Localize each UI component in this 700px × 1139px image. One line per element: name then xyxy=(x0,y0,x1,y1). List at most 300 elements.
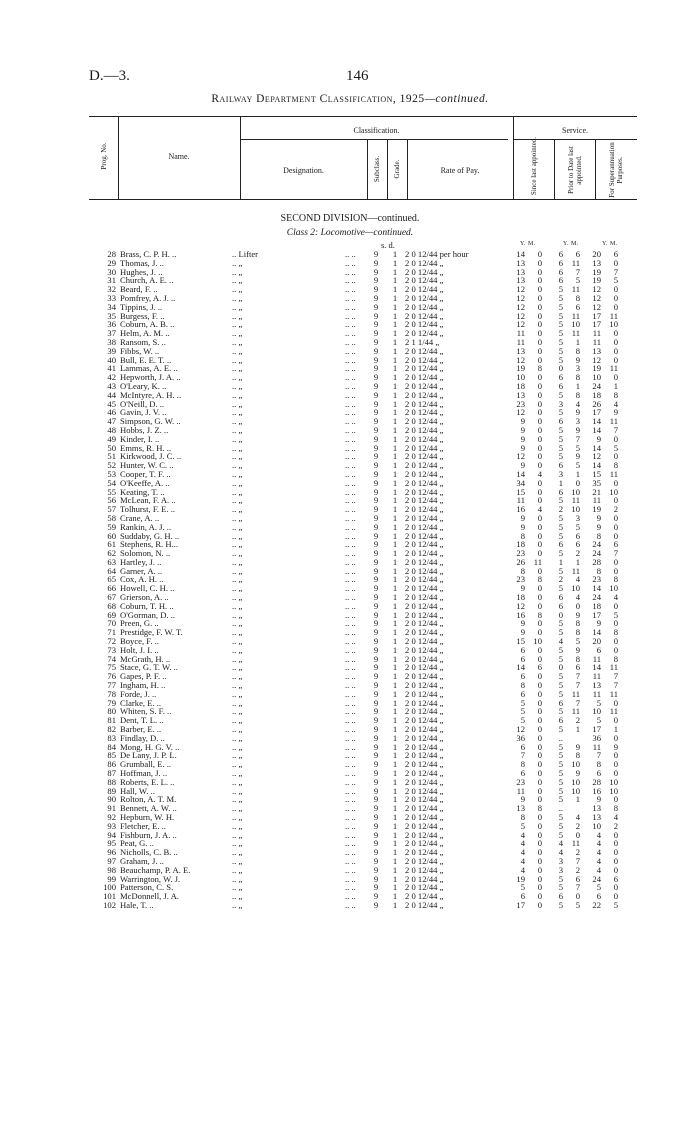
name-cell: Brass, C. P. H. .. xyxy=(120,249,177,259)
since-y-cell: 9 xyxy=(520,416,525,427)
prior-y-cell: 6 xyxy=(558,416,563,427)
prog-no-cell: 95 xyxy=(107,838,116,849)
prior-y-cell: 6 xyxy=(558,372,563,383)
subclass-cell: 9 xyxy=(373,521,379,532)
prog-no-cell: 59 xyxy=(107,521,116,532)
super-m-cell: 0 xyxy=(613,512,618,523)
leader-cell: .. .. xyxy=(345,319,356,330)
table-row xyxy=(98,831,623,840)
prior-m-cell: 7 xyxy=(575,671,580,682)
super-m-cell: 0 xyxy=(613,768,618,779)
table-row xyxy=(98,479,623,488)
grade-cell: 1 xyxy=(392,741,398,752)
grade-cell: 1 xyxy=(392,521,398,532)
leader-cell: .. .. xyxy=(345,442,356,453)
prior-m-cell: 8 xyxy=(575,618,580,629)
prior-y-cell: 5 xyxy=(558,768,563,779)
name-header: Name. xyxy=(168,152,190,161)
divider-7 xyxy=(554,139,555,200)
table-row xyxy=(98,276,623,285)
prior-m-cell: 6 xyxy=(575,873,580,884)
prior-y-cell: 0 xyxy=(558,609,563,620)
prog-no-cell: 100 xyxy=(103,882,116,893)
since-m-cell: 0 xyxy=(537,600,542,611)
prior-m-cell: 4 xyxy=(575,574,580,585)
subclass-cell: 9 xyxy=(373,627,379,638)
name-cell: Kirkwood, J. C. .. xyxy=(120,451,182,462)
leader-cell: .. .. xyxy=(345,504,356,515)
name-cell: Graham, J. .. xyxy=(120,855,164,866)
prog-no-cell: 102 xyxy=(103,899,116,910)
grade-cell: 1 xyxy=(392,504,398,515)
name-cell: Patterson, C. S. xyxy=(120,882,174,893)
name-cell: Clarke, E. .. xyxy=(120,697,162,708)
rate-of-pay-cell: 2 0 12/44 „ xyxy=(405,671,444,682)
prior-to-date-header: Prior to Date last appointed. xyxy=(567,146,583,194)
since-y-cell: 9 xyxy=(520,512,525,523)
subclass-cell: 9 xyxy=(373,495,379,506)
super-m-cell: 2 xyxy=(613,820,618,831)
grade-cell: 1 xyxy=(392,372,398,383)
prior-m-cell: 2 xyxy=(575,847,580,858)
since-y-cell: 4 xyxy=(520,847,525,858)
leader-cell: .. .. xyxy=(345,706,356,717)
grade-cell: 1 xyxy=(392,600,398,611)
super-m-cell: 10 xyxy=(609,319,618,330)
super-m-cell: 0 xyxy=(613,618,618,629)
prog-no-cell: 47 xyxy=(107,416,116,427)
since-m-cell: 0 xyxy=(537,398,542,409)
prog-no-cell: 42 xyxy=(107,372,116,383)
super-y-cell: 14 xyxy=(592,424,601,435)
designation-cell: .. „ xyxy=(232,292,243,303)
super-y-cell: 8 xyxy=(596,530,601,541)
super-m-cell: 0 xyxy=(613,530,618,541)
prog-no-cell: 71 xyxy=(107,627,116,638)
name-cell: Hall, W. .. xyxy=(120,785,155,796)
prog-no-cell: 67 xyxy=(107,592,116,603)
prior-m-cell: 7 xyxy=(575,697,580,708)
divider-8 xyxy=(595,139,596,200)
since-y-cell: 9 xyxy=(520,433,525,444)
grade-cell: 1 xyxy=(392,794,398,805)
prog-no-cell: 87 xyxy=(107,768,116,779)
since-y-cell: 12 xyxy=(516,284,525,295)
prior-y-cell: 6 xyxy=(558,249,563,259)
rate-header: Rate of Pay. xyxy=(440,166,480,175)
prior-m-cell: 6 xyxy=(575,249,580,259)
grade-cell: 1 xyxy=(392,724,398,735)
prior-m-cell: 2 xyxy=(575,820,580,831)
rate-of-pay-cell: 2 0 12/44 „ xyxy=(405,768,444,779)
prior-y-cell: 5 xyxy=(558,389,563,400)
since-m-cell: 0 xyxy=(537,328,542,339)
since-y-cell: 5 xyxy=(520,715,525,726)
since-m-cell: 0 xyxy=(537,266,542,277)
since-y-cell: 6 xyxy=(520,653,525,664)
leader-cell: .. .. xyxy=(345,284,356,295)
prior-y-cell: 5 xyxy=(558,495,563,506)
designation-cell: .. „ xyxy=(232,592,243,603)
table-row xyxy=(98,778,623,787)
super-m-cell: 8 xyxy=(613,460,618,471)
designation-cell: .. „ xyxy=(232,803,243,814)
since-m-cell: 0 xyxy=(537,583,542,594)
grade-cell: 1 xyxy=(392,899,398,910)
prog-no-cell: 41 xyxy=(107,363,116,374)
since-m-cell: 8 xyxy=(537,803,542,814)
prior-m-cell: 11 xyxy=(571,328,580,339)
since-y-cell: 4 xyxy=(520,864,525,875)
rate-of-pay-cell: 2 0 12/44 „ xyxy=(405,680,444,691)
prog-no-cell: 61 xyxy=(107,539,116,550)
super-y-cell: 20 xyxy=(592,636,601,647)
grade-cell: 1 xyxy=(392,266,398,277)
super-y-cell: 9 xyxy=(596,618,601,629)
leader-cell: .. .. xyxy=(345,565,356,576)
super-m-cell: 10 xyxy=(609,785,618,796)
rate-of-pay-cell: 2 0 12/44 „ xyxy=(405,398,444,409)
name-cell: McDonnell, J. A. xyxy=(120,891,179,902)
since-y-cell: 4 xyxy=(520,838,525,849)
since-m-cell: 0 xyxy=(537,741,542,752)
prog-no-cell: 64 xyxy=(107,565,116,576)
super-m-cell: 6 xyxy=(613,873,618,884)
grade-cell: 1 xyxy=(392,477,398,488)
prior-m-cell: 8 xyxy=(575,389,580,400)
prior-m-cell: 9 xyxy=(575,768,580,779)
prior-m-cell: 2 xyxy=(575,715,580,726)
designation-cell: .. „ xyxy=(232,627,243,638)
since-y-cell: 12 xyxy=(516,600,525,611)
leader-cell: .. .. xyxy=(345,812,356,822)
leader-cell: .. .. xyxy=(345,759,356,770)
prior-y-cell: 6 xyxy=(558,891,563,902)
name-cell: Peat, G. .. xyxy=(120,838,154,849)
subclass-cell: 9 xyxy=(373,741,379,752)
prog-no-cell: 92 xyxy=(107,812,116,822)
leader-cell: .. .. xyxy=(345,803,356,814)
name-cell: Crane, A. .. xyxy=(120,512,160,523)
prog-no-cell: 31 xyxy=(107,275,116,286)
grade-cell: 1 xyxy=(392,838,398,849)
super-m-cell: 7 xyxy=(613,548,618,559)
prior-y-cell: 6 xyxy=(558,486,563,497)
super-m-cell: 0 xyxy=(613,292,618,303)
subclass-cell: 9 xyxy=(373,354,379,365)
super-m-cell: 6 xyxy=(613,249,618,259)
super-m-cell: 5 xyxy=(613,442,618,453)
super-m-cell: 1 xyxy=(613,724,618,735)
rate-of-pay-cell: 2 0 12/44 „ xyxy=(405,627,444,638)
designation-cell: .. Lifter xyxy=(232,249,259,259)
super-y-cell: 4 xyxy=(596,847,601,858)
name-cell: Gapes, P. F. .. xyxy=(120,671,167,682)
leader-cell: .. .. xyxy=(345,592,356,603)
since-y-cell: 14 xyxy=(516,249,525,259)
super-m-cell: 4 xyxy=(613,592,618,603)
since-m-cell: 0 xyxy=(537,284,542,295)
since-m-cell: 0 xyxy=(537,882,542,893)
since-m-cell: 0 xyxy=(537,389,542,400)
prior-y-cell: 0 xyxy=(558,662,563,673)
since-y-cell: 12 xyxy=(516,451,525,462)
name-cell: Rolton, A. T. M. xyxy=(120,794,177,805)
leader-cell: .. .. xyxy=(345,407,356,418)
super-y-cell: 12 xyxy=(592,301,601,312)
super-m-cell: 0 xyxy=(613,257,618,268)
table-row xyxy=(98,637,623,646)
subclass-cell: 9 xyxy=(373,328,379,339)
prog-no-cell: 45 xyxy=(107,398,116,409)
since-y-cell: 13 xyxy=(516,266,525,277)
prog-no-cell: 48 xyxy=(107,424,116,435)
since-y-cell: 8 xyxy=(520,530,525,541)
since-last-header: Since last appointed. xyxy=(530,136,538,196)
grade-cell: 1 xyxy=(392,451,398,462)
table-row xyxy=(98,303,623,312)
designation-cell: .. „ xyxy=(232,636,243,647)
super-y-cell: 4 xyxy=(596,838,601,849)
prior-y-cell: 5 xyxy=(558,583,563,594)
prior-y-cell: 5 xyxy=(558,548,563,559)
super-y-cell: 6 xyxy=(596,891,601,902)
subclass-cell: 9 xyxy=(373,847,379,858)
name-cell: Prestidge, F. W. T. xyxy=(120,627,183,638)
super-m-cell: 1 xyxy=(613,380,618,391)
super-y-cell: 4 xyxy=(596,829,601,840)
subclass-cell: 9 xyxy=(373,556,379,567)
since-m-cell: 0 xyxy=(537,627,542,638)
grade-cell: 1 xyxy=(392,407,398,418)
table-row xyxy=(98,329,623,338)
super-y-cell: 11 xyxy=(592,671,601,682)
grade-cell: 1 xyxy=(392,697,398,708)
divider-4 xyxy=(387,139,388,200)
since-y-cell: 9 xyxy=(520,583,525,594)
since-m-cell: 4 xyxy=(537,504,542,515)
designation-cell: .. „ xyxy=(232,556,243,567)
prog-no-cell: 54 xyxy=(107,477,116,488)
rate-of-pay-cell: 2 0 12/44 „ xyxy=(405,785,444,796)
prior-y-cell: 5 xyxy=(558,627,563,638)
prior-m-cell: 9 xyxy=(575,354,580,365)
leader-cell: .. .. xyxy=(345,249,356,259)
prior-y-cell: 5 xyxy=(558,345,563,356)
prior-m-cell: 5 xyxy=(575,275,580,286)
since-m-cell: 0 xyxy=(537,424,542,435)
prog-no-cell: 98 xyxy=(107,864,116,875)
designation-cell: .. „ xyxy=(232,785,243,796)
table-row xyxy=(98,373,623,382)
since-y-cell: 12 xyxy=(516,407,525,418)
grade-cell: 1 xyxy=(392,618,398,629)
prog-no-cell: 29 xyxy=(107,257,116,268)
super-y-cell: 12 xyxy=(592,354,601,365)
rate-of-pay-cell: 2 0 12/44 „ xyxy=(405,776,444,787)
rate-of-pay-cell: 2 0 12/44 „ xyxy=(405,451,444,462)
grade-cell: 1 xyxy=(392,284,398,295)
grade-cell: 1 xyxy=(392,759,398,770)
since-m-cell: 0 xyxy=(537,548,542,559)
grade-cell: 1 xyxy=(392,336,398,347)
leader-cell: .. .. xyxy=(345,855,356,866)
name-cell: Suddaby, G. H. .. xyxy=(120,530,180,541)
prior-m-cell: 11 xyxy=(571,565,580,576)
leader-cell: .. .. xyxy=(345,864,356,875)
since-m-cell: 0 xyxy=(537,680,542,691)
designation-cell: .. „ xyxy=(232,389,243,400)
since-y-cell: 4 xyxy=(520,829,525,840)
super-y-cell: 10 xyxy=(592,820,601,831)
name-cell: Forde, J. .. xyxy=(120,688,157,699)
grade-cell: 1 xyxy=(392,310,398,321)
super-m-cell: 0 xyxy=(613,794,618,805)
prior-m-cell: 9 xyxy=(575,451,580,462)
prior-y-cell: 6 xyxy=(558,539,563,550)
table-row xyxy=(98,496,623,505)
since-y-cell: 5 xyxy=(520,697,525,708)
super-y-cell: 9 xyxy=(596,521,601,532)
grade-cell: 1 xyxy=(392,565,398,576)
since-y-cell: 9 xyxy=(520,424,525,435)
subclass-cell: 9 xyxy=(373,873,379,884)
name-cell: Beauchamp, P. A. E. xyxy=(120,864,191,875)
super-m-cell: 10 xyxy=(609,776,618,787)
rate-of-pay-cell: 2 0 12/44 „ xyxy=(405,275,444,286)
subclass-cell: 9 xyxy=(373,592,379,603)
grade-cell: 1 xyxy=(392,380,398,391)
grade-cell: 1 xyxy=(392,855,398,866)
designation-cell: .. „ xyxy=(232,477,243,488)
name-cell: Whiten, S. F. .. xyxy=(120,706,172,717)
name-cell: McLean, F. A. .. xyxy=(120,495,176,506)
grade-cell: 1 xyxy=(392,732,398,743)
grade-cell: 1 xyxy=(392,785,398,796)
prog-no-cell: 83 xyxy=(107,732,116,743)
since-y-cell: 16 xyxy=(516,609,525,620)
subclass-cell: 9 xyxy=(373,336,379,347)
subclass-cell: 9 xyxy=(373,442,379,453)
subclass-cell: 9 xyxy=(373,398,379,409)
table-row xyxy=(98,347,623,356)
prior-y-cell: 5 xyxy=(558,724,563,735)
designation-cell: .. „ xyxy=(232,864,243,875)
prog-no-cell: 101 xyxy=(103,891,116,902)
super-m-cell: 0 xyxy=(613,750,618,761)
rate-of-pay-cell: 2 0 12/44 „ xyxy=(405,257,444,268)
since-y-cell: 18 xyxy=(516,592,525,603)
grade-cell: 1 xyxy=(392,442,398,453)
leader-cell: .. .. xyxy=(345,715,356,726)
grade-cell: 1 xyxy=(392,627,398,638)
prog-no-cell: 32 xyxy=(107,284,116,295)
prog-no-cell: 74 xyxy=(107,653,116,664)
header-top-rule xyxy=(89,116,637,117)
since-y-cell: 17 xyxy=(516,899,525,910)
leader-cell: .. .. xyxy=(345,688,356,699)
prog-no-cell: 93 xyxy=(107,820,116,831)
name-cell: Roberts, E. L. .. xyxy=(120,776,175,787)
super-y-cell: 13 xyxy=(592,257,601,268)
name-cell: Bull, E. E. T. .. xyxy=(120,354,172,365)
since-m-cell: 0 xyxy=(537,310,542,321)
prior-y-cell: 6 xyxy=(558,592,563,603)
prior-y-cell: 6 xyxy=(558,257,563,268)
prior-y-cell: 5 xyxy=(558,785,563,796)
name-cell: Ransom, S. .. xyxy=(120,336,166,347)
prior-m-cell: 0 xyxy=(575,477,580,488)
since-m-cell: 0 xyxy=(537,292,542,303)
name-cell: Holt, J. I. .. xyxy=(120,644,159,655)
leader-cell: .. .. xyxy=(345,398,356,409)
rate-of-pay-cell: 2 0 12/44 „ xyxy=(405,328,444,339)
superannuation-header: For Superannuation Purposes. xyxy=(608,142,624,198)
since-m-cell: 10 xyxy=(533,636,542,647)
since-m-cell: 0 xyxy=(537,706,542,717)
subclass-cell: 9 xyxy=(373,662,379,673)
super-m-cell: 0 xyxy=(613,636,618,647)
super-m-cell: 10 xyxy=(609,486,618,497)
name-cell: Bennett, A. W. .. xyxy=(120,803,177,814)
since-m-cell: 0 xyxy=(537,724,542,735)
grade-cell: 1 xyxy=(392,548,398,559)
super-y-cell: 13 xyxy=(592,680,601,691)
leader-cell: .. .. xyxy=(345,372,356,383)
rate-of-pay-cell: 2 0 12/44 „ xyxy=(405,820,444,831)
since-y-cell: 19 xyxy=(516,873,525,884)
since-m-cell: 0 xyxy=(537,829,542,840)
since-y-cell: 8 xyxy=(520,565,525,576)
subclass-cell: 9 xyxy=(373,706,379,717)
leader-cell: .. .. xyxy=(345,618,356,629)
super-m-cell: 0 xyxy=(613,451,618,462)
designation-cell: .. „ xyxy=(232,512,243,523)
rate-of-pay-cell: 2 0 12/44 „ xyxy=(405,715,444,726)
since-y-cell: 10 xyxy=(516,372,525,383)
grade-cell: 1 xyxy=(392,803,398,814)
table-row xyxy=(98,285,623,294)
rate-of-pay-cell: 2 0 12/44 „ xyxy=(405,653,444,664)
since-y-cell: 5 xyxy=(520,820,525,831)
super-y-cell: 17 xyxy=(592,724,601,735)
since-y-cell: 19 xyxy=(516,363,525,374)
leader-cell: .. .. xyxy=(345,741,356,752)
leader-cell: .. .. xyxy=(345,292,356,303)
grade-cell: 1 xyxy=(392,653,398,664)
subclass-cell: 9 xyxy=(373,407,379,418)
prior-m-cell: 0 xyxy=(575,600,580,611)
designation-cell: .. „ xyxy=(232,275,243,286)
since-m-cell: 0 xyxy=(537,715,542,726)
prior-m-cell: 11 xyxy=(571,706,580,717)
table-row xyxy=(98,461,623,470)
prior-y-cell: 6 xyxy=(558,380,563,391)
name-cell: Simpson, G. W. .. xyxy=(120,416,181,427)
grade-cell: 1 xyxy=(392,319,398,330)
subclass-cell: 9 xyxy=(373,829,379,840)
grade-cell: 1 xyxy=(392,680,398,691)
prior-m-cell: 6 xyxy=(575,662,580,673)
leader-cell: .. .. xyxy=(345,266,356,277)
since-y-cell: 23 xyxy=(516,398,525,409)
super-m-cell: 0 xyxy=(613,715,618,726)
since-m-cell: 0 xyxy=(537,855,542,866)
grade-cell: 1 xyxy=(392,486,398,497)
name-cell: Hepworth, J. A. .. xyxy=(120,372,181,383)
rate-of-pay-cell: 2 0 12/44 „ xyxy=(405,829,444,840)
super-m-cell: 0 xyxy=(613,336,618,347)
